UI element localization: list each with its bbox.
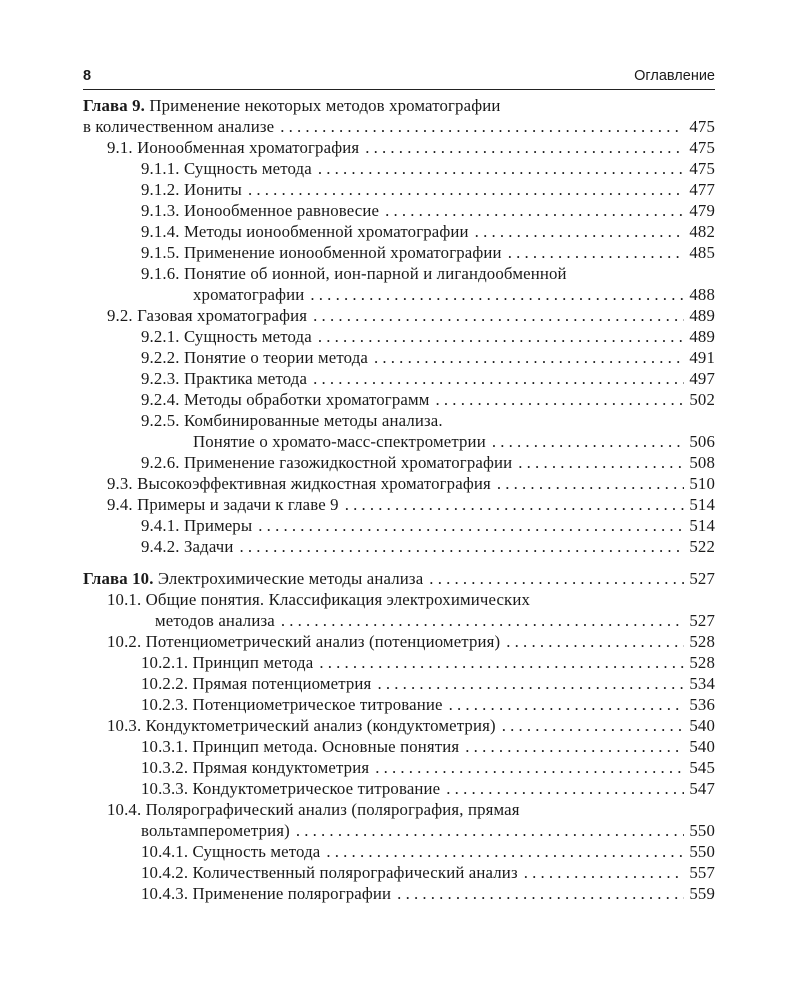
toc-entry-title	[141, 862, 518, 883]
toc-page-number: 540	[689, 737, 715, 756]
toc-page-number: 489	[689, 327, 715, 346]
dot-leader	[429, 568, 684, 589]
toc-page-number: 479	[689, 201, 715, 220]
toc-page-number: 514	[689, 516, 715, 535]
toc-entry	[107, 715, 715, 736]
toc-entry	[141, 242, 715, 263]
dot-leader	[492, 431, 685, 452]
toc-page-number: 491	[689, 348, 715, 367]
toc-page-number: 550	[689, 842, 715, 861]
toc-entry	[155, 610, 715, 631]
header-rule	[83, 89, 715, 90]
toc-page-number: 540	[689, 716, 715, 735]
toc-page-number: 557	[689, 863, 715, 882]
toc-entry-title	[83, 568, 423, 589]
toc-entry-title	[107, 799, 520, 820]
dot-leader	[506, 631, 684, 652]
toc-entry	[141, 862, 715, 883]
dot-leader	[310, 284, 684, 305]
toc-entry-title	[141, 326, 312, 347]
toc-entry-text: 9.2. Газовая хроматография	[107, 306, 308, 325]
dot-leader	[326, 841, 684, 862]
toc-entry-title	[107, 494, 339, 515]
toc-entry	[141, 883, 715, 904]
toc-entry	[107, 589, 715, 610]
toc-page-number: 550	[689, 821, 715, 840]
toc-entry-title	[155, 610, 275, 631]
toc-entry	[141, 410, 715, 431]
toc-entry-text: 9.1.4. Методы ионообменной хроматографии	[141, 222, 469, 241]
toc-page-number: 508	[689, 453, 715, 472]
dot-leader	[518, 452, 684, 473]
toc-entry-text: Применение некоторых методов хроматографии	[145, 96, 501, 115]
toc-page-number: 475	[689, 159, 715, 178]
toc-entry-text: 9.3. Высокоэффективная жидкостная хроматография	[107, 474, 491, 493]
dot-leader	[377, 673, 684, 694]
toc-entry	[141, 736, 715, 757]
toc-entry-text: 9.1.5. Применение ионообменной хроматографии	[141, 243, 502, 262]
dot-leader	[385, 200, 684, 221]
dot-leader	[319, 652, 684, 673]
toc-entry	[141, 326, 715, 347]
toc-entry-text: 10.3.2. Прямая кондуктометрия	[141, 758, 370, 777]
toc-entry-title	[107, 631, 500, 652]
toc-entry-title	[83, 95, 501, 116]
chapter-label: Глава 9.	[83, 96, 146, 115]
toc-entry-text: 9.1. Ионообменная хроматография	[107, 138, 360, 157]
toc-entry-text: 9.4. Примеры и задачи к главе 9	[107, 495, 339, 514]
toc-entry-text: 9.1.6. Понятие об ионной, ион-парной и лигандообменной	[141, 264, 567, 283]
toc-entry-title	[107, 715, 496, 736]
dot-leader	[374, 347, 684, 368]
toc-entry	[141, 673, 715, 694]
dot-leader	[436, 389, 685, 410]
toc-entry-text: 9.2.6. Применение газожидкостной хроматографии	[141, 453, 513, 472]
toc-entry-title	[141, 368, 307, 389]
toc-entry-text: 9.4.2. Задачи	[141, 537, 234, 556]
toc-entry-text: 10.3.3. Кондуктометрическое титрование	[141, 779, 441, 798]
toc-entry-title	[141, 347, 368, 368]
toc-page-number: 545	[689, 758, 715, 777]
toc-entry	[141, 389, 715, 410]
toc-entry	[141, 652, 715, 673]
toc-entry-text: 10.4.3. Применение полярографии	[141, 884, 392, 903]
toc-entry-title	[141, 410, 443, 431]
toc-entry-text: методов анализа	[155, 611, 275, 630]
toc-entry	[141, 263, 715, 284]
toc-entry	[107, 137, 715, 158]
toc-entry-title	[141, 652, 313, 673]
toc-page-number: 506	[689, 432, 715, 451]
toc-entry-text: вольтамперометрия)	[141, 821, 290, 840]
dot-leader	[475, 221, 685, 242]
toc-entry	[141, 452, 715, 473]
toc-entry-text: 10.2.1. Принцип метода	[141, 653, 314, 672]
dot-leader	[240, 536, 685, 557]
toc-entry-text: 10.2.2. Прямая потенциометрия	[141, 674, 372, 693]
toc-page-number: 502	[689, 390, 715, 409]
toc-page-number: 488	[689, 285, 715, 304]
toc-entry-text: Понятие о хромато-масс-спектрометрии	[193, 432, 486, 451]
toc-entry	[141, 820, 715, 841]
toc-entry-text: 10.3.1. Принцип метода. Основные понятия	[141, 737, 460, 756]
dot-leader	[313, 368, 684, 389]
toc-entry	[141, 200, 715, 221]
toc-page-number: 528	[689, 632, 715, 651]
toc-page-number: 482	[689, 222, 715, 241]
toc-entry	[141, 536, 715, 557]
toc-entry	[141, 158, 715, 179]
toc-entry-title	[141, 263, 567, 284]
dot-leader	[318, 326, 685, 347]
dot-leader	[397, 883, 684, 904]
toc-page-number: 528	[689, 653, 715, 672]
toc-entry	[107, 631, 715, 652]
toc-page-number: 489	[689, 306, 715, 325]
dot-leader	[248, 179, 684, 200]
running-section-title: Оглавление	[634, 68, 715, 84]
dot-leader	[508, 242, 685, 263]
toc-entry	[141, 515, 715, 536]
toc-page-number: 527	[689, 611, 715, 630]
toc-entry-text: 10.4.2. Количественный полярографический анализ	[141, 863, 518, 882]
toc-entry-title	[141, 221, 469, 242]
dot-leader	[258, 515, 684, 536]
toc-entry-title	[83, 116, 274, 137]
toc-entry-title	[141, 820, 290, 841]
toc-page-number: 485	[689, 243, 715, 262]
dot-leader	[524, 862, 685, 883]
toc-entry-title	[141, 536, 234, 557]
toc-entry	[193, 284, 715, 305]
toc-entry-text: 9.2.2. Понятие о теории метода	[141, 348, 368, 367]
dot-leader	[365, 137, 684, 158]
toc-page-number: 547	[689, 779, 715, 798]
toc-page-number: 534	[689, 674, 715, 693]
toc-entry-text: 10.3. Кондуктометрический анализ (кондуктометрия)	[107, 716, 496, 735]
toc-entry-text: 10.2.3. Потенциометрическое титрование	[141, 695, 443, 714]
toc-page-number: 559	[689, 884, 715, 903]
toc-entry-title	[141, 778, 440, 799]
dot-leader	[375, 757, 684, 778]
toc-entry-text: Электрохимические методы анализа	[153, 569, 424, 588]
toc-entry-title	[141, 841, 320, 862]
toc-entry-text: 10.2. Потенциометрический анализ (потенциометрия)	[107, 632, 501, 651]
dot-leader	[313, 305, 684, 326]
toc-entry	[141, 694, 715, 715]
toc-entry-text: 9.1.1. Сущность метода	[141, 159, 312, 178]
toc-entry	[141, 221, 715, 242]
toc-entry	[141, 757, 715, 778]
toc-page-number: 475	[689, 138, 715, 157]
toc-entry	[107, 799, 715, 820]
toc-entry-title	[107, 137, 359, 158]
running-header	[83, 66, 715, 88]
toc-entry-title	[107, 305, 307, 326]
dot-leader	[446, 778, 684, 799]
dot-leader	[502, 715, 685, 736]
toc-entry-text: 9.2.3. Практика метода	[141, 369, 308, 388]
toc-entry	[141, 778, 715, 799]
toc-page-number: 536	[689, 695, 715, 714]
toc-page-number: 514	[689, 495, 715, 514]
toc-entry-text: 10.1. Общие понятия. Классификация электрохимических	[107, 590, 531, 609]
toc-entry	[107, 473, 715, 494]
dot-leader	[465, 736, 684, 757]
toc-entry	[193, 431, 715, 452]
toc-entry-text: хроматографии	[193, 285, 305, 304]
toc-entry-title	[141, 673, 371, 694]
toc-entry-title	[107, 473, 491, 494]
toc-entry-title	[141, 883, 391, 904]
toc-page-number: 497	[689, 369, 715, 388]
page-number: 8	[83, 68, 92, 84]
toc-page-number: 475	[689, 117, 715, 136]
dot-leader	[345, 494, 685, 515]
toc-entry	[141, 368, 715, 389]
dot-leader	[280, 116, 684, 137]
toc-entry-text: 9.2.1. Сущность метода	[141, 327, 312, 346]
dot-leader	[318, 158, 685, 179]
toc-entry	[107, 494, 715, 515]
toc-entry-title	[141, 242, 502, 263]
toc-page-number: 522	[689, 537, 715, 556]
toc-entry-title	[193, 284, 304, 305]
toc-entry-text: 9.4.1. Примеры	[141, 516, 253, 535]
toc-entry-title	[141, 736, 459, 757]
toc-entry-text: 9.2.5. Комбинированные методы анализа.	[141, 411, 443, 430]
dot-leader	[449, 694, 685, 715]
toc-entry-text: 10.4.1. Сущность метода	[141, 842, 321, 861]
toc-entry	[141, 841, 715, 862]
toc-entry-title	[193, 431, 486, 452]
toc-entry	[83, 95, 715, 116]
dot-leader	[497, 473, 685, 494]
toc-entry-text: 9.1.2. Иониты	[141, 180, 242, 199]
toc-entry-title	[141, 452, 512, 473]
chapter-label: Глава 10.	[83, 569, 154, 588]
toc-entry-title	[141, 200, 379, 221]
toc-entry-title	[141, 515, 252, 536]
toc-page-number: 510	[689, 474, 715, 493]
toc-entry-title	[141, 694, 443, 715]
toc-entry	[107, 305, 715, 326]
toc-entry	[141, 347, 715, 368]
toc-entry-title	[107, 589, 530, 610]
dot-leader	[281, 610, 685, 631]
toc-entry-title	[141, 757, 369, 778]
toc-entry	[83, 568, 715, 589]
toc-entry-text: 9.2.4. Методы обработки хроматограмм	[141, 390, 430, 409]
toc-entry	[83, 116, 715, 137]
toc-entry-title	[141, 389, 430, 410]
toc-page-number: 477	[689, 180, 715, 199]
toc-entry-text: 9.1.3. Ионообменное равновесие	[141, 201, 380, 220]
toc-entry-title	[141, 179, 242, 200]
toc-entry-text: 10.4. Полярографический анализ (полярография, прямая	[107, 800, 520, 819]
dot-leader	[296, 820, 685, 841]
toc-entry	[141, 179, 715, 200]
toc-page-number: 527	[689, 569, 715, 588]
toc-entry-title	[141, 158, 312, 179]
toc-entry-text: в количественном анализе	[83, 117, 275, 136]
